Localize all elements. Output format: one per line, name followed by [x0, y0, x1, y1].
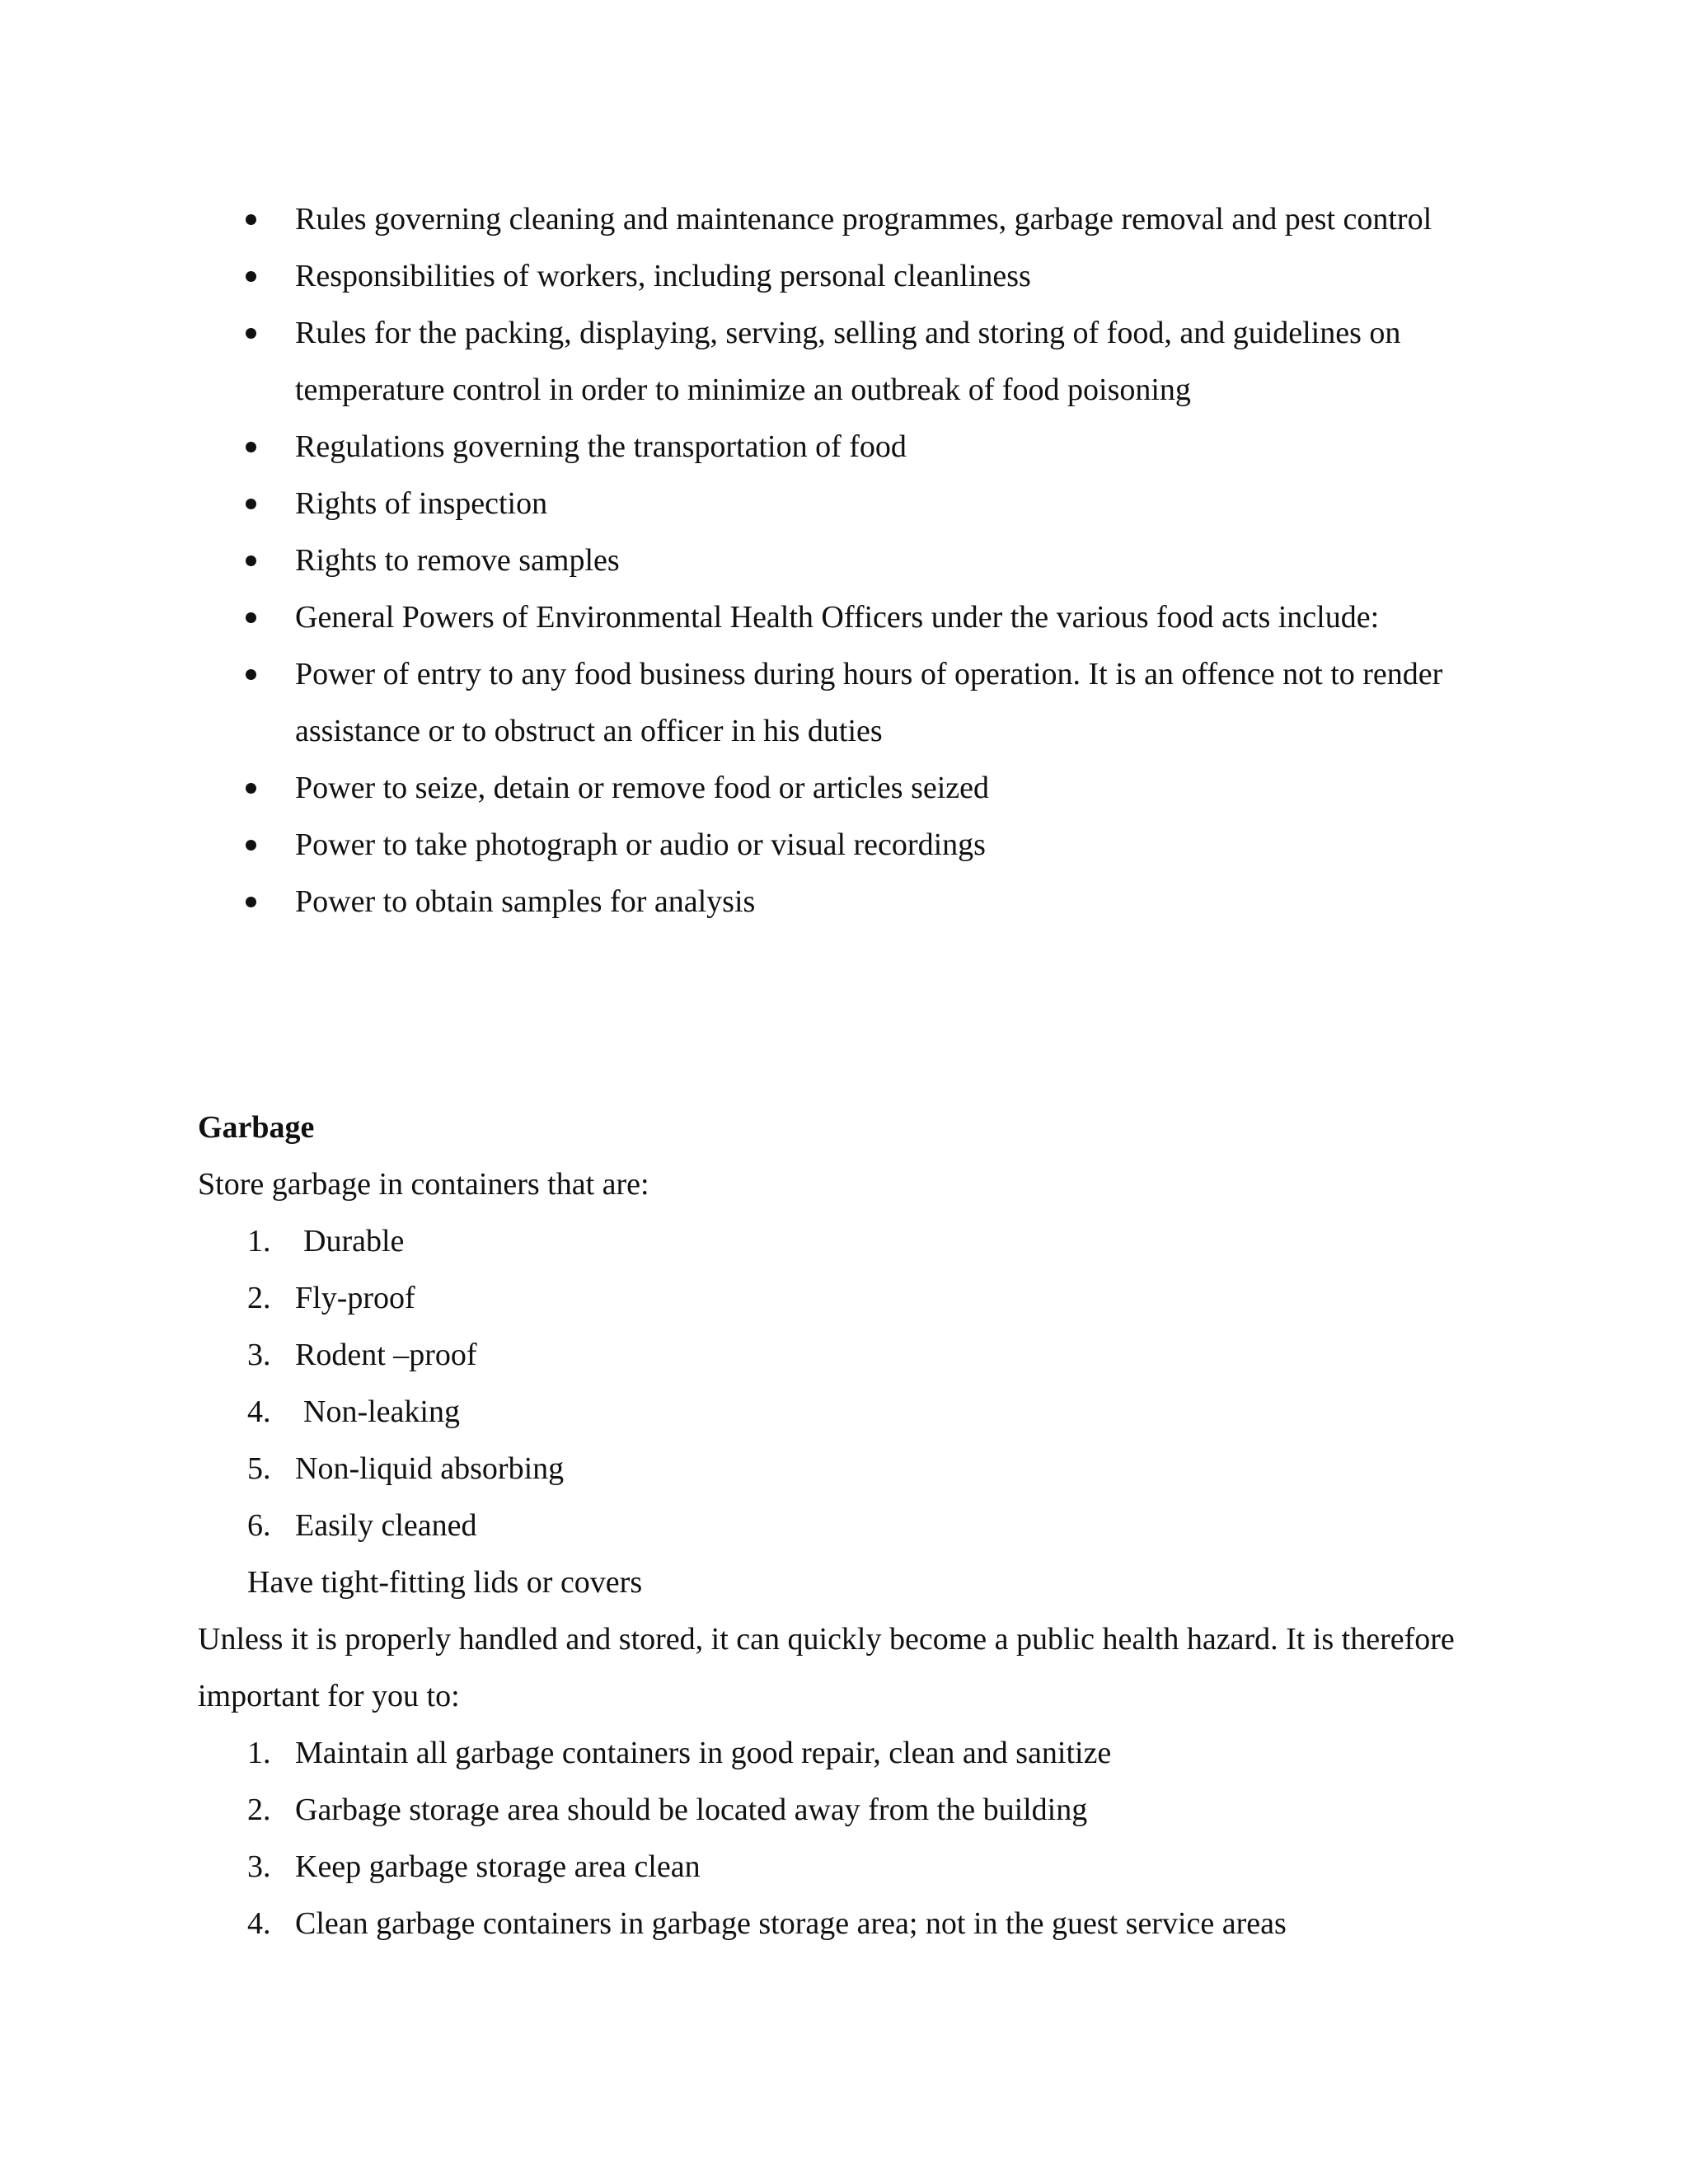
list-item-text: Rules for the packing, displaying, serving, selling and storing of food, and guidelines on temperature control in order to minimize an outbreak of food poisoning — [295, 316, 1401, 407]
bullet-icon — [246, 669, 256, 680]
list-item-text: Garbage storage area should be located away from the building — [295, 1793, 1088, 1827]
bullet-icon — [246, 499, 256, 509]
intro-text: Store garbage in containers that are: — [198, 1167, 649, 1202]
bullet-icon — [246, 612, 256, 623]
list-item-text: Non-liquid absorbing — [295, 1451, 565, 1486]
list-item — [198, 532, 1517, 589]
list-item — [198, 419, 1517, 476]
list-item — [198, 1782, 1558, 1839]
bullet-icon — [246, 783, 256, 794]
list-item-text: Durable — [303, 1224, 405, 1258]
container-requirements-list — [198, 1213, 1558, 1554]
list-number: 4. — [247, 1906, 271, 1941]
list-item — [198, 1441, 1558, 1497]
bullet-icon — [246, 555, 256, 566]
list-number: 1. — [247, 1736, 271, 1770]
list-number: 2. — [247, 1281, 271, 1315]
list-item-text: Power to seize, detain or remove food or articles seized — [295, 771, 990, 805]
list-item-text: Rights to remove samples — [295, 543, 620, 578]
list-number: 2. — [247, 1793, 271, 1827]
list-item-text: Power to take photograph or audio or visual recordings — [295, 827, 986, 862]
garbage-actions-list — [198, 1725, 1558, 1952]
list-item — [198, 589, 1517, 646]
list-item-text: Rules governing cleaning and maintenance programmes, garbage removal and pest control — [295, 202, 1432, 237]
regulations-bullet-list — [198, 191, 1517, 930]
list-item-text: Fly-proof — [295, 1281, 415, 1315]
list-number: 5. — [247, 1451, 271, 1486]
list-item — [198, 817, 1517, 874]
bullet-icon — [246, 840, 256, 851]
list-item-text: Power to obtain samples for analysis — [295, 884, 756, 919]
list-item-text: Responsibilities of workers, including personal cleanliness — [295, 259, 1031, 293]
list-item-text: Rights of inspection — [295, 486, 548, 521]
list-item-text: Rodent –proof — [295, 1338, 477, 1372]
list-item — [198, 248, 1517, 305]
list-item-text: Keep garbage storage area clean — [295, 1849, 701, 1884]
list-item-text: Easily cleaned — [295, 1508, 477, 1543]
list-item-text: Power of entry to any food business during hours of operation. It is an offence not to render assistance or to obstruct an officer in his duties — [295, 657, 1443, 748]
list-item — [198, 1384, 1558, 1441]
list-item-text: Maintain all garbage containers in good repair, clean and sanitize — [295, 1736, 1112, 1770]
list-item — [198, 1839, 1558, 1896]
bullet-icon — [246, 328, 256, 339]
list-item — [198, 1725, 1558, 1782]
list-item — [198, 1896, 1558, 1952]
list-number: 3. — [247, 1849, 271, 1884]
list-item — [198, 191, 1517, 248]
list-item — [198, 874, 1517, 930]
garbage-section — [198, 1099, 1558, 1952]
list-item — [198, 760, 1517, 817]
list-item — [198, 476, 1517, 532]
list-number: 1. — [247, 1224, 271, 1258]
section-heading: Garbage — [198, 1110, 315, 1145]
list-item — [198, 1327, 1558, 1384]
list-item — [198, 646, 1517, 760]
bullet-icon — [246, 442, 256, 452]
lids-text: Have tight-fitting lids or covers — [247, 1565, 643, 1600]
list-item — [198, 1213, 1558, 1270]
list-item-text: Non-leaking — [303, 1394, 460, 1429]
list-number: 6. — [247, 1508, 271, 1543]
hazard-paragraph: Unless it is properly handled and stored, it can quickly become a public health hazard. It is therefore important for you to: — [198, 1622, 1455, 1713]
list-number: 4. — [247, 1394, 271, 1429]
list-item-text: Regulations governing the transportation of food — [295, 429, 907, 464]
bullet-icon — [246, 271, 256, 282]
list-item — [198, 1497, 1558, 1554]
bullet-icon — [246, 897, 256, 907]
list-item-text: General Powers of Environmental Health Officers under the various food acts include: — [295, 600, 1380, 635]
bullet-icon — [246, 214, 256, 225]
list-number: 3. — [247, 1338, 271, 1372]
list-item — [198, 305, 1517, 419]
list-item — [198, 1270, 1558, 1327]
list-item-text: Clean garbage containers in garbage storage area; not in the guest service areas — [295, 1906, 1287, 1941]
